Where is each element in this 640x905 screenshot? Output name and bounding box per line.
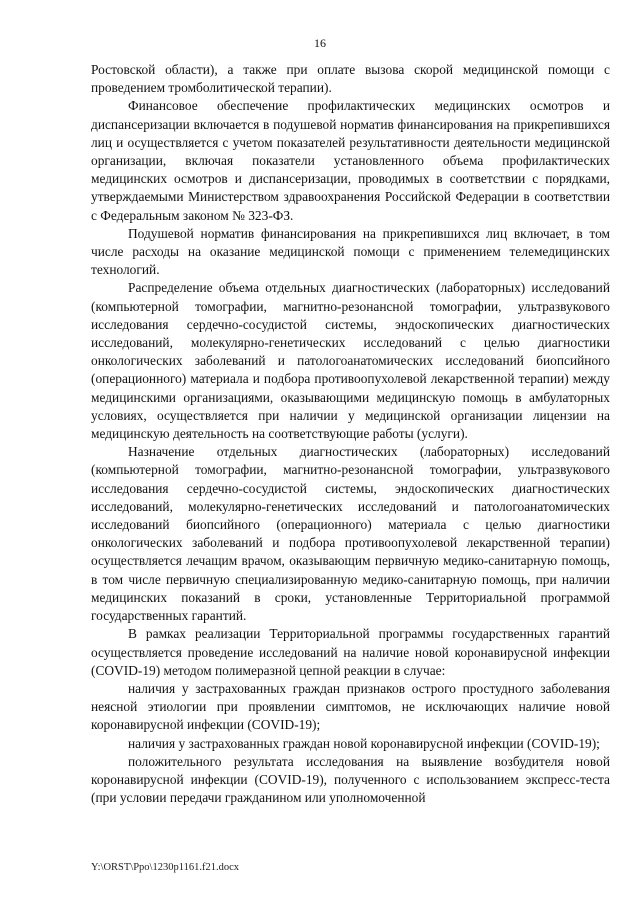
paragraph-continuation: Ростовской области), а также при оплате вызова скорой медицинской помощи с проведением тромболитической терапии). [91,62,610,96]
list-item-express-test: положительного результата исследования на выявление возбудителя новой коронавирусной инфекции (COVID-19), полученного с использованием экспресс-теста (при условии передачи гражданином или уполномоченной [91,753,610,806]
list-item-symptoms: наличия у застрахованных граждан признаков острого простудного заболевания неясной этиологии при проявлении симптомов, не исключающих наличие новой коронавирусной инфекции (COVID-19); [91,680,610,733]
paragraph-per-capita-norm: Подушевой норматив финансирования на прикрепившихся лиц включает, в том числе расходы на оказание медицинской помощи с применением телемедицинских технологий. [91,225,610,278]
file-path-footer: Y:\ORST\Ppo\1230p1161.f21.docx [91,862,239,873]
paragraph-distribution-diagnostics: Распределение объема отдельных диагностических (лабораторных) исследований (компьютерной томографии, магнитно-резонансной томографии, ультразвукового исследования сердечно-сосудистой системы, эндоскопических диагностических исследований, молекулярно-генетических исследований с целью диагностики онкологических заболеваний и патологоанатомических исследований биопсийного (операционного) материала и подбора противоопухолевой лекарственной терапии) между медицинскими организациями, оказывающими медицинскую помощь в амбулаторных условиях, осуществляется при наличии у медицинской организации лицензии на медицинскую деятельность на соответствующие работы (услуги). [91,280,610,442]
list-item-infection: наличия у застрахованных граждан новой коронавирусной инфекции (COVID-19); [128,735,600,751]
paragraph-assignment-diagnostics: Назначение отдельных диагностических (лабораторных) исследований (компьютерной томографии, магнитно-резонансной томографии, ультразвукового исследования сердечно-сосудистой системы, эндоскопических диагностических исследований, молекулярно-генетических исследований и патологоанатомических исследований биопсийного (операционного) материала с целью диагностики онкологических заболеваний и подбора противоопухолевой лекарственной терапии) осуществляется лечащим врачом, оказывающим первичную медико-санитарную помощь, в том числе первичную специализированную медико-санитарную помощь, при наличии медицинских показаний в сроки, установленные Территориальной программой государственных гарантий. [91,444,610,624]
paragraph-covid-pcr: В рамках реализации Территориальной программы государственных гарантий осуществляется проведение исследований на наличие новой коронавирусной инфекции (COVID-19) методом полимеразной цепной реакции в случае: [91,626,610,678]
page-number: 16 [314,36,326,50]
document-body [91,61,610,807]
paragraph-financing-checkups: Финансовое обеспечение профилактических медицинских осмотров и диспансеризации включается в подушевой норматив финансирования на прикрепившихся лиц и осуществляется с учетом показателей результативности деятельности медицинской организации, включая показатели установленного объема профилактических медицинских осмотров и диспансеризации, проводимых в соответствии с порядками, утверждаемыми Министерством здравоохранения Российской Федерации в соответствии с Федеральным законом № 323-ФЗ. [91,98,610,223]
